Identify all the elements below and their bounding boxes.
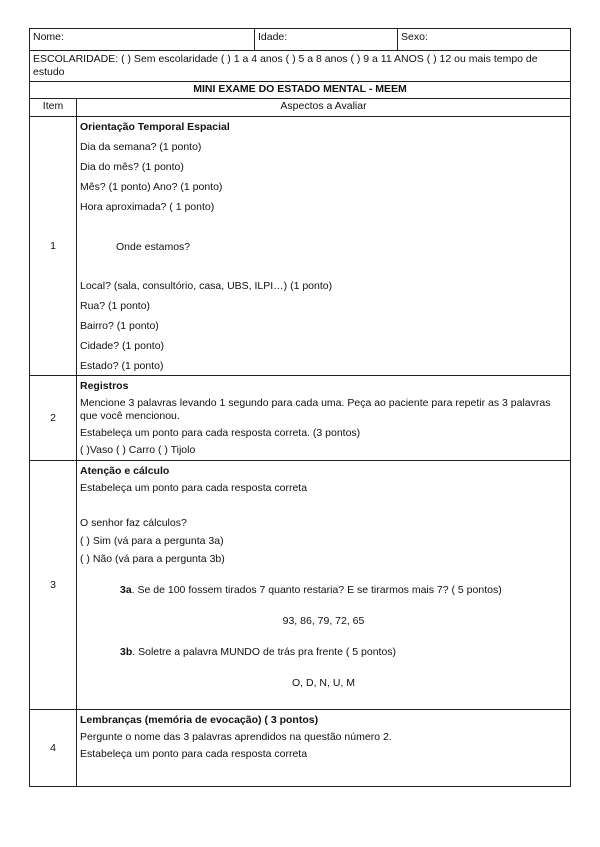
item-row-1 [30, 117, 571, 376]
item-number: 1 [30, 117, 77, 376]
item-heading: Orientação Temporal Espacial [80, 121, 230, 133]
question-line: Bairro? (1 ponto) [80, 320, 159, 332]
item-content [77, 710, 571, 787]
page-title: MINI EXAME DO ESTADO MENTAL - MEEM [30, 82, 571, 99]
question-label: 3a [120, 584, 132, 596]
option-sim[interactable]: ( ) Sim (vá para a pergunta 3a) [80, 535, 224, 547]
item-number: 2 [30, 376, 77, 461]
question-line: Onde estamos? [116, 241, 191, 253]
answer-3a: 93, 86, 79, 72, 65 [282, 615, 365, 627]
column-header-item: Item [30, 99, 77, 117]
question-line: O senhor faz cálculos? [80, 517, 187, 529]
column-header-aspectos: Aspectos a Avaliar [77, 99, 571, 117]
item-heading: Registros [80, 380, 129, 392]
nome-label: Nome: [33, 31, 64, 43]
item-content [77, 461, 571, 710]
question-line: Dia da semana? (1 ponto) [80, 141, 202, 153]
meem-form [29, 28, 570, 787]
item-content [77, 117, 571, 376]
patient-info-row [30, 29, 571, 51]
question-line: Local? (sala, consultório, casa, UBS, ILPI…) (1 ponto) [80, 280, 333, 292]
question-line: Pergunte o nome das 3 palavras aprendidos na questão número 2. [80, 731, 392, 743]
question-line: Mês? (1 ponto) Ano? (1 ponto) [80, 181, 223, 193]
question-line: Estado? (1 ponto) [80, 360, 164, 372]
item-number: 3 [30, 461, 77, 710]
column-header-row [30, 99, 571, 117]
item-heading: Atenção e cálculo [80, 465, 170, 477]
item-row-3 [30, 461, 571, 710]
question-3a [80, 584, 567, 597]
question-line: Hora aproximada? ( 1 ponto) [80, 201, 215, 213]
item-row-4 [30, 710, 571, 787]
question-line: Dia do mês? (1 ponto) [80, 161, 184, 173]
idade-field[interactable] [255, 29, 398, 51]
item-row-2 [30, 376, 571, 461]
question-line: Rua? (1 ponto) [80, 300, 151, 312]
question-line: Estabeleça um ponto para cada resposta correta [80, 482, 308, 494]
question-line: Estabeleça um ponto para cada resposta correta [80, 748, 308, 760]
escolaridade-row [30, 51, 571, 82]
question-text: . Soletre a palavra MUNDO de trás pra frente ( 5 pontos) [132, 646, 397, 658]
question-3b [80, 646, 567, 659]
question-line: Estabeleça um ponto para cada resposta correta. (3 pontos) [80, 427, 361, 439]
escolaridade-text[interactable]: ESCOLARIDADE: ( ) Sem escolaridade ( ) 1 a 4 anos ( ) 5 a 8 anos ( ) 9 a 11 ANOS ( ) 12 ou mais tempo de estudo [30, 51, 571, 82]
question-line: Cidade? (1 ponto) [80, 340, 165, 352]
option-nao[interactable]: ( ) Não (vá para a pergunta 3b) [80, 553, 225, 565]
sexo-field[interactable] [398, 29, 571, 51]
word-options[interactable]: ( )Vaso ( ) Carro ( ) Tijolo [80, 444, 196, 456]
item-heading: Lembranças (memória de evocação) ( 3 pontos) [80, 714, 319, 726]
item-content [77, 376, 571, 461]
question-label: 3b [120, 646, 133, 658]
idade-label: Idade: [258, 31, 288, 43]
answer-3b: O, D, N, U, M [292, 677, 355, 689]
title-row [30, 82, 571, 99]
form-table [29, 28, 571, 787]
question-line: Mencione 3 palavras levando 1 segundo para cada uma. Peça ao paciente para repetir as 3 palavras que você mencionou. [80, 397, 551, 422]
sexo-label: Sexo: [401, 31, 428, 43]
item-number: 4 [30, 710, 77, 787]
question-text: . Se de 100 fossem tirados 7 quanto restaria? E se tirarmos mais 7? ( 5 pontos) [131, 584, 502, 596]
nome-field[interactable] [30, 29, 255, 51]
